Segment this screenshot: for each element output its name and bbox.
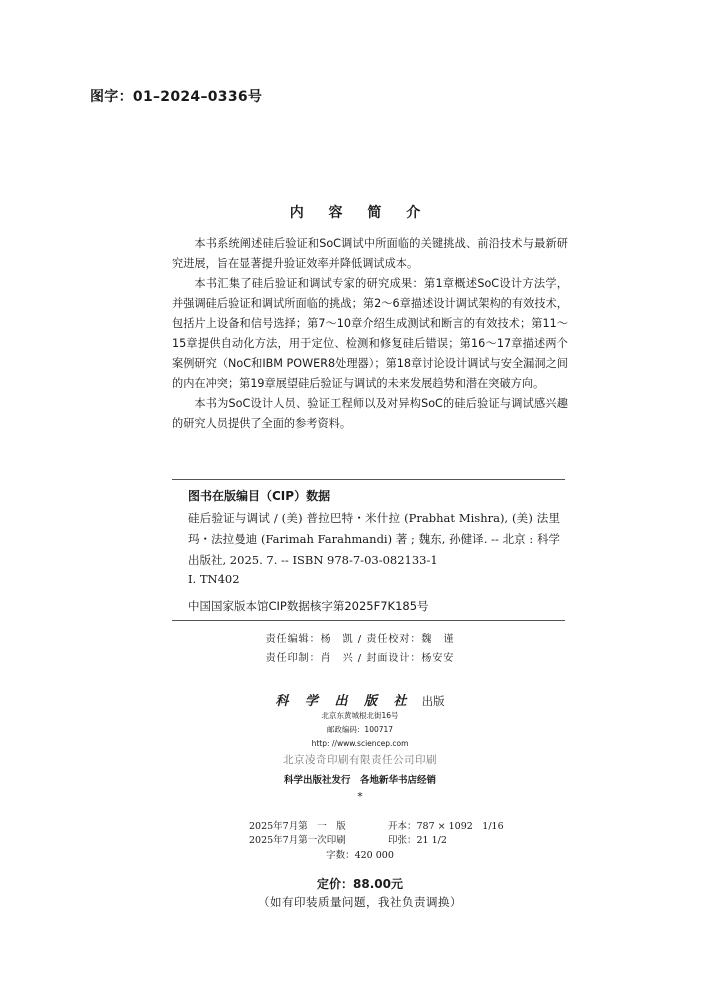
abstract-body xyxy=(172,234,568,434)
publisher-address: 北京东黄城根北街16号 xyxy=(321,711,399,720)
spec-sheets: 印张：21 1/2 xyxy=(388,835,447,846)
spec-format: 开本：787 × 1092 1/16 xyxy=(388,821,504,832)
cip-title: 图书在版编目（CIP）数据 xyxy=(188,489,331,503)
spec-printing: 2025年7月第一次印刷 xyxy=(249,835,346,846)
cip-bottom-rule xyxy=(172,620,565,621)
credits-production: 责任印制：肖 兴 / 封面设计：杨安安 xyxy=(265,653,455,664)
publisher-url: http: //www.sciencep.com xyxy=(311,739,409,748)
printer-line: 北京凌奇印刷有限责任公司印刷 xyxy=(283,754,437,766)
separator-star: * xyxy=(357,790,363,803)
permit-number: 图字：01–2024–0336号 xyxy=(90,89,263,105)
spec-word-count: 字数：420 000 xyxy=(326,850,394,861)
publisher-logo: 科 学 出 版 社 xyxy=(275,694,413,709)
credits-editors: 责任编辑：杨 凯 / 责任校对：魏 谨 xyxy=(265,634,455,645)
distribution-line: 科学出版社发行 各地新华书店经销 xyxy=(283,775,436,786)
spec-edition: 2025年7月第 一 版 xyxy=(249,821,346,832)
quality-note: （如有印装质量问题，我社负责调换） xyxy=(258,895,462,909)
cip-top-rule xyxy=(172,479,565,480)
price-label: 定价：88.00元 xyxy=(317,877,403,891)
publisher-suffix: 出版 xyxy=(421,694,445,708)
cip-classification: Ⅰ. TN402 xyxy=(188,572,240,586)
cip-data-number: 中国国家版本馆CIP数据核字第2025F7K185号 xyxy=(188,599,429,613)
publisher-line xyxy=(0,690,720,709)
abstract-paragraph: 本书系统阐述硅后验证和SoC调试中所面临的关键挑战、前沿技术与最新研究进展，旨在显著提升验证效率并降低调试成本。 xyxy=(172,237,568,270)
abstract-paragraph: 本书为SoC设计人员、验证工程师以及对异构SoC的硅后验证与调试感兴趣的研究人员提供了全面的参考资料。 xyxy=(172,397,568,430)
abstract-title: 内 容 简 介 xyxy=(289,205,431,221)
publisher-postcode: 邮政编码：100717 xyxy=(326,725,394,734)
abstract-paragraph: 本书汇集了硅后验证和调试专家的研究成果：第1章概述SoC设计方法学，并强调硅后验证和调试所面临的挑战；第2～6章描述设计调试架构的有效技术，包括片上设备和信号选择；第7～10章介绍生成测试和断言的有效技术；第11～15章提供自动化方法，用于定位、检测和修复硅后错误；第16～17章描述两个案例研究（NoC和IBM POWER8处理器）；第18章讨论设计调试与安全漏洞之间的内在冲突；第19章展望硅后验证与调试的未来发展趋势和潜在突破方向。 xyxy=(172,277,568,390)
cip-description: 硅后验证与调试 / (美) 普拉巴特・米什拉 (Prabhat Mishra), (美) 法里玛・法拉曼迪 (Farimah Farahmandi) 著 ; 魏东, 孙健译. -- 北京 : 科学出版社, 2025. 7. -- ISBN 978-7-03-082133-1 xyxy=(188,511,560,567)
